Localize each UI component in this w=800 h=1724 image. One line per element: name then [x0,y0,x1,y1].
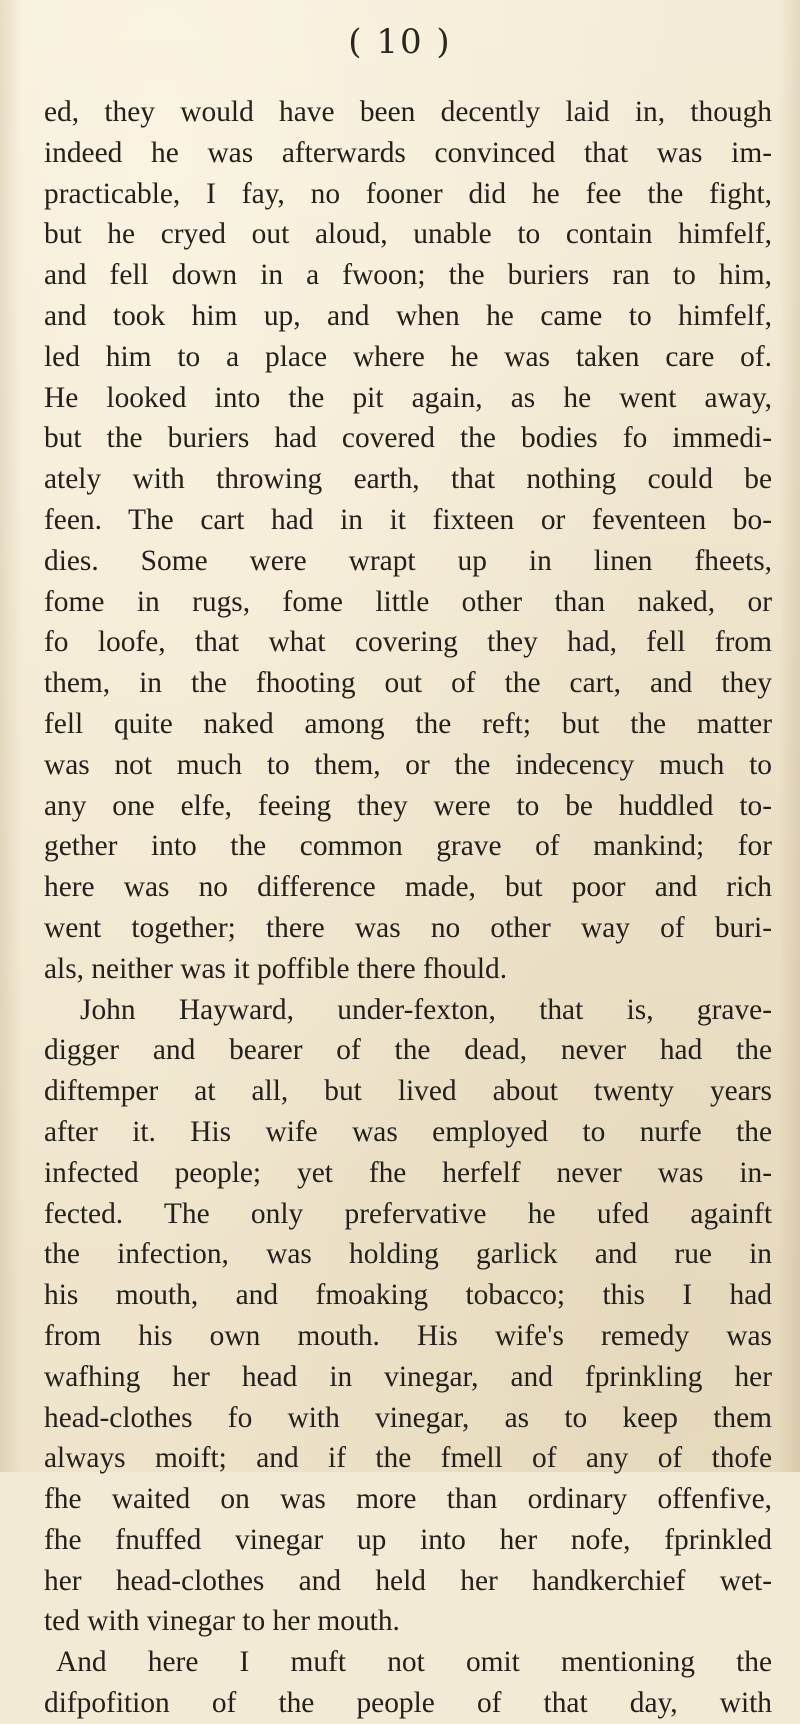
text-line: And here I muft not omit mentioning the [56,1646,772,1679]
text-line: but the buriers had covered the bodies fo immedi- [44,422,772,455]
text-line: infected people; yet fhe herfelf never was in- [44,1156,772,1189]
text-line: John Hayward, under-fexton, that is, grave- [80,993,772,1026]
text-line: feen. The cart had in it fixteen or feventeen bo- [44,503,772,536]
body-text [44,92,772,1724]
text-line: them, in the fhooting out of the cart, and they [44,667,772,700]
text-line: fell quite naked among the reft; but the matter [44,707,772,740]
text-line: ately with throwing earth, that nothing could be [44,463,772,496]
text-line: diftemper at all, but lived about twenty years [44,1075,772,1108]
page-edge-left [0,0,22,1472]
text-line: here was no difference made, but poor and rich [44,871,772,904]
text-line: but he cryed out aloud, unable to contain himfelf, [44,218,772,251]
text-line: head-clothes fo with vinegar, as to keep them [44,1401,772,1434]
page-edge-right [778,0,800,1472]
text-line: fhe fnuffed vinegar up into her nofe, fprinkled [44,1523,772,1556]
text-line: his mouth, and fmoaking tobacco; this I had [44,1279,772,1312]
text-line: and took him up, and when he came to himfelf, [44,299,772,332]
text-line: ed, they would have been decently laid in, though [44,96,772,128]
text-line: indeed he was afterwards convinced that was im- [44,136,772,169]
text-line: always moift; and if the fmell of any of thofe [44,1442,772,1475]
text-line: was not much to them, or the indecency much to [44,748,772,781]
text-line: wafhing her head in vinegar, and fprinkling her [44,1360,772,1393]
text-line: led him to a place where he was taken care of. [44,340,772,373]
text-line: fhe waited on was more than ordinary offenfive, [44,1483,772,1516]
page-number: ( 10 ) [348,22,452,62]
text-line: fected. The only prefervative he ufed againft [44,1197,772,1230]
text-line: ted with vinegar to her mouth. [44,1605,400,1638]
text-line: gether into the common grave of mankind; for [44,830,772,863]
text-line: went together; there was no other way of buri- [44,911,772,944]
text-line: He looked into the pit again, as he went away, [44,381,772,414]
text-line: dies. Some were wrapt up in linen fheets, [44,544,772,577]
text-line: after it. His wife was employed to nurfe the [44,1115,772,1148]
text-line: and fell down in a fwoon; the buriers ran to him, [44,259,772,292]
text-line: difpofition of the people of that day, with [44,1687,772,1720]
text-line: digger and bearer of the dead, never had the [44,1034,772,1067]
text-line: from his own mouth. His wife's remedy was [44,1319,772,1352]
text-line: fo loofe, that what covering they had, fell from [44,626,772,659]
text-line: her head-clothes and held her handkerchief wet- [44,1564,772,1597]
text-line: practicable, I fay, no fooner did he fee the fight, [44,177,772,210]
text-line: als, neither was it poffible there fhould. [44,952,508,985]
text-line: any one elfe, feeing they were to be huddled to- [44,789,772,822]
text-line: fome in rugs, fome little other than naked, or [44,585,772,618]
text-line: the infection, was holding garlick and rue in [44,1238,772,1271]
